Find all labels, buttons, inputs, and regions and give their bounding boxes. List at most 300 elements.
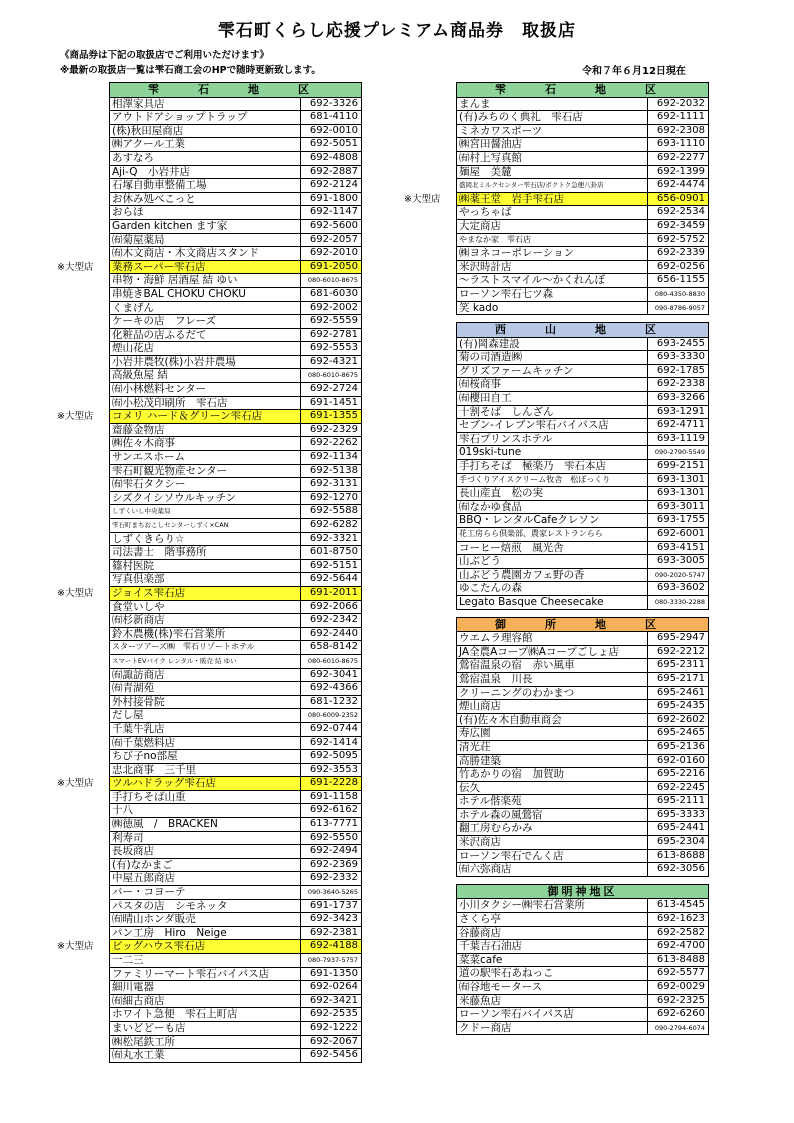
store-phone: 692-2245 <box>647 781 709 796</box>
store-row <box>110 424 362 438</box>
store-row <box>57 777 362 791</box>
store-phone: 090-2794-6074 <box>647 1021 709 1036</box>
store-row <box>457 913 709 927</box>
store-name: 一二三 <box>109 953 301 968</box>
store-phone: 692-2887 <box>300 165 362 180</box>
store-name: 菊の司酒造㈱ <box>456 350 648 365</box>
store-row <box>457 302 709 316</box>
store-phone: 692-2002 <box>300 301 362 316</box>
store-row <box>457 528 709 542</box>
store-phone: 692-2277 <box>647 151 709 166</box>
store-phone: 658-8142 <box>300 640 362 655</box>
store-name: ホテル森の風鶯宿 <box>456 808 648 823</box>
store-name: 忠北商事 三千里 <box>109 763 301 778</box>
store-name: グリズファームキッチン <box>456 364 648 379</box>
store-row <box>457 700 709 714</box>
store-name: 山ぶどう <box>456 554 648 569</box>
store-phone: 691-1158 <box>300 790 362 805</box>
store-row <box>110 492 362 506</box>
district-header: 雫 石 地 区 <box>456 82 709 98</box>
store-phone: 692-2212 <box>647 645 709 660</box>
large-store-tag: ※大型店 <box>57 411 94 423</box>
store-phone: 080-4350-8830 <box>647 287 709 302</box>
store-name: 019ski-tune <box>456 445 648 460</box>
store-phone: 692-4321 <box>300 355 362 370</box>
store-name: まいどどーも店 <box>109 1021 301 1036</box>
store-name: 石塚自動車整備工場 <box>109 178 301 193</box>
store-row <box>457 125 709 139</box>
store-phone: 692-2010 <box>300 246 362 261</box>
store-phone: 692-4474 <box>647 178 709 193</box>
store-name: 串物・海鮮 居酒屋 結 ゆい <box>109 273 301 288</box>
store-name: アウトドアショップトラップ <box>109 110 301 125</box>
store-row <box>110 288 362 302</box>
store-phone: 693-1301 <box>647 486 709 501</box>
store-name: ㈲小林燃料センター <box>109 382 301 397</box>
store-name: Garden kitchen ます家 <box>109 219 301 234</box>
store-row <box>457 659 709 673</box>
store-row <box>110 968 362 982</box>
store-name: ㈲諏訪商店 <box>109 668 301 683</box>
store-phone: 080-7937-5757 <box>300 953 362 968</box>
store-row <box>110 886 362 900</box>
store-row <box>110 302 362 316</box>
store-name: ㈲村上写真館 <box>456 151 648 166</box>
store-row <box>457 954 709 968</box>
store-phone: 692-2262 <box>300 436 362 451</box>
store-name: 食堂いしや <box>109 600 301 615</box>
store-row <box>457 446 709 460</box>
store-phone: 692-6162 <box>300 803 362 818</box>
store-phone: 695-2435 <box>647 699 709 714</box>
store-phone: 692-2066 <box>300 600 362 615</box>
store-row <box>457 741 709 755</box>
store-name: バー・コヨーテ <box>109 885 301 900</box>
store-row <box>110 329 362 343</box>
store-row <box>110 981 362 995</box>
store-phone: 691-1451 <box>300 396 362 411</box>
store-row <box>110 1036 362 1050</box>
store-name: 高級魚屋 結 <box>109 368 301 383</box>
store-name: 竹あかりの宿 加賀助 <box>456 767 648 782</box>
store-name: 鶯宿温泉 川長 <box>456 672 648 687</box>
store-row <box>457 981 709 995</box>
store-phone: 080-3330-2288 <box>647 595 709 610</box>
store-name: まんま <box>456 97 648 112</box>
store-name: 盛岡北ミルクセンター雫石店/ボクトク急便八卦店 <box>456 178 648 193</box>
store-row <box>110 614 362 628</box>
store-phone: 613-7771 <box>300 817 362 832</box>
store-name: 業務スーパー雫石店 <box>109 260 301 275</box>
store-row <box>110 274 362 288</box>
store-phone: 693-1291 <box>647 405 709 420</box>
store-name: シズクイシソウルキッチン <box>109 491 301 506</box>
store-name: 手打ちそば山重 <box>109 790 301 805</box>
district-header: 御明神地区 <box>456 884 709 900</box>
store-name: ㈲青湖苑 <box>109 681 301 696</box>
large-store-tag: ※大型店 <box>57 587 94 599</box>
store-name: 笑 kado <box>456 301 648 316</box>
store-phone: 692-4700 <box>647 939 709 954</box>
store-row <box>457 392 709 406</box>
store-phone: 692-2308 <box>647 124 709 139</box>
store-name: 米沢時計店 <box>456 260 648 275</box>
store-phone: 692-2535 <box>300 1007 362 1022</box>
district-header: 御 所 地 区 <box>456 617 709 633</box>
store-row <box>110 465 362 479</box>
store-row <box>457 406 709 420</box>
store-name: 細川電器 <box>109 980 301 995</box>
store-name: 手打ちそば 極楽乃 雫石本店 <box>456 459 648 474</box>
store-row <box>110 220 362 234</box>
store-name: 鶯宿温泉の宿 赤い風車 <box>456 658 648 673</box>
store-phone: 692-0744 <box>300 722 362 737</box>
store-row <box>110 369 362 383</box>
store-phone: 601-8750 <box>300 545 362 560</box>
store-phone: 090-2020-5747 <box>647 568 709 583</box>
store-row <box>457 768 709 782</box>
store-phone: 692-1147 <box>300 205 362 220</box>
store-phone: 693-2455 <box>647 337 709 352</box>
store-row <box>110 750 362 764</box>
store-phone: 692-2339 <box>647 246 709 261</box>
store-phone: 692-2338 <box>647 377 709 392</box>
store-row <box>110 138 362 152</box>
store-phone: 656-0901 <box>647 192 709 207</box>
store-name: 雫石プリンスホテル <box>456 432 648 447</box>
store-name: 雫石町まちおこしセンターしずく×CAN <box>109 518 301 533</box>
store-row <box>110 193 362 207</box>
store-name: パン工房 Hiro Neige <box>109 926 301 941</box>
store-row <box>110 764 362 778</box>
store-phone: 692-1785 <box>647 364 709 379</box>
store-phone: 692-1399 <box>647 165 709 180</box>
store-name: 花工房らら倶楽部、農家レストランらら <box>456 527 648 542</box>
store-row <box>110 342 362 356</box>
store-name: ウエムラ理容館 <box>456 631 648 646</box>
store-name: ㈲桜商事 <box>456 377 648 392</box>
store-name: ㈱宮田醤油店 <box>456 137 648 152</box>
store-row <box>457 338 709 352</box>
district-header: 西 山 地 区 <box>456 322 709 338</box>
store-phone: 693-3266 <box>647 391 709 406</box>
store-row <box>457 836 709 850</box>
store-name: 齋藤金物店 <box>109 423 301 438</box>
store-phone: 692-2057 <box>300 233 362 248</box>
store-row <box>110 1008 362 1022</box>
store-row <box>457 995 709 1009</box>
store-name: セブン-イレブン雫石バイパス店 <box>456 418 648 433</box>
store-row <box>457 632 709 646</box>
store-phone: 692-1222 <box>300 1021 362 1036</box>
store-row <box>110 900 362 914</box>
store-phone: 695-2461 <box>647 686 709 701</box>
store-phone: 692-5752 <box>647 233 709 248</box>
store-phone: 090-3640-5265 <box>300 885 362 900</box>
store-row <box>457 365 709 379</box>
store-phone: 692-1414 <box>300 736 362 751</box>
store-phone: 691-1737 <box>300 899 362 914</box>
store-phone: 681-1232 <box>300 695 362 710</box>
store-name: ㈲千葉燃料店 <box>109 736 301 751</box>
store-phone: 692-3041 <box>300 668 362 683</box>
store-phone: 693-3602 <box>647 581 709 596</box>
store-phone: 693-3005 <box>647 554 709 569</box>
store-phone: 692-2369 <box>300 858 362 873</box>
store-name: コメリ ハード＆グリーン雫石店 <box>109 409 301 424</box>
store-row <box>457 487 709 501</box>
store-phone: 691-2228 <box>300 776 362 791</box>
store-row <box>110 804 362 818</box>
store-phone: 695-2216 <box>647 767 709 782</box>
store-phone: 693-4151 <box>647 541 709 556</box>
store-row <box>110 152 362 166</box>
store-row <box>457 460 709 474</box>
store-phone: 692-4711 <box>647 418 709 433</box>
store-name: 谷藤商店 <box>456 926 648 941</box>
store-phone: 692-5644 <box>300 572 362 587</box>
store-row <box>457 582 709 596</box>
store-row <box>457 433 709 447</box>
store-row <box>457 927 709 941</box>
store-row <box>457 351 709 365</box>
store-phone: 692-5588 <box>300 504 362 519</box>
store-row <box>457 501 709 515</box>
store-name: ㈲晴山ホンダ販売 <box>109 912 301 927</box>
store-phone: 692-1111 <box>647 110 709 125</box>
store-name: コーヒー焙煎 風光舎 <box>456 541 648 556</box>
store-phone: 692-2342 <box>300 613 362 628</box>
store-name: ㈲杉新商店 <box>109 613 301 628</box>
store-name: ㈲なかゆ食品 <box>456 500 648 515</box>
store-name: 山ぶどう農園カフェ野の香 <box>456 568 648 583</box>
store-phone: 695-2304 <box>647 835 709 850</box>
store-name: ㈱アクール工業 <box>109 137 301 152</box>
store-name: ローソン雫石でんく店 <box>456 849 648 864</box>
large-store-tag: ※大型店 <box>404 193 441 205</box>
store-phone: 692-2332 <box>300 871 362 886</box>
store-row <box>110 601 362 615</box>
store-name: しずくいし中央薬局 <box>109 504 301 519</box>
store-name: しずくきらり☆ <box>109 532 301 547</box>
store-name: 外村接骨院 <box>109 695 301 710</box>
store-row <box>110 832 362 846</box>
store-phone: 613-8688 <box>647 849 709 864</box>
store-name: 篠村医院 <box>109 559 301 574</box>
store-name: 串焼きBAL CHOKU CHOKU <box>109 287 301 302</box>
store-name: 雫石町観光物産センター <box>109 464 301 479</box>
store-phone: 692-5051 <box>300 137 362 152</box>
store-row <box>457 755 709 769</box>
store-name: 道の駅雫石あねっこ <box>456 966 648 981</box>
store-phone: 080-6010-8675 <box>300 273 362 288</box>
store-row <box>110 913 362 927</box>
store-phone: 692-4188 <box>300 939 362 954</box>
store-name: ツルハドラッグ雫石店 <box>109 776 301 791</box>
store-row <box>110 859 362 873</box>
store-phone: 691-2011 <box>300 586 362 601</box>
store-name: 写真倶楽部 <box>109 572 301 587</box>
store-phone: 691-1350 <box>300 967 362 982</box>
store-row <box>457 863 709 877</box>
store-phone: 692-3421 <box>300 994 362 1009</box>
store-row <box>110 247 362 261</box>
store-phone: 692-5151 <box>300 559 362 574</box>
store-phone: 692-2440 <box>300 627 362 642</box>
store-name: 司法書士 階事務所 <box>109 545 301 560</box>
store-name: 長坂商店 <box>109 844 301 859</box>
store-row <box>457 514 709 528</box>
store-name: スターツアーズ㈱ 雫石リゾートホテル <box>109 640 301 655</box>
store-name: ㈲細古商店 <box>109 994 301 1009</box>
store-row <box>457 138 709 152</box>
store-name: ホワイト急便 雫石上町店 <box>109 1007 301 1022</box>
store-row <box>457 234 709 248</box>
store-name: ㈲菊屋薬局 <box>109 233 301 248</box>
store-row <box>110 356 362 370</box>
store-phone: 692-3459 <box>647 219 709 234</box>
store-name: ビッグハウス雫石店 <box>109 939 301 954</box>
store-phone: 692-2582 <box>647 926 709 941</box>
left-store-column <box>57 83 362 1063</box>
right-store-column <box>404 83 709 1035</box>
store-name: ホテル偕楽苑 <box>456 794 648 809</box>
store-name: 利寿司 <box>109 831 301 846</box>
store-phone: 681-6030 <box>300 287 362 302</box>
store-name: 大定商店 <box>456 219 648 234</box>
store-row <box>110 451 362 465</box>
page-title: 雫石町くらし応援プレミアム商品券 取扱店 <box>217 21 577 41</box>
store-name: 〜ラストスマイル〜かくれんぼ <box>456 273 648 288</box>
store-row <box>457 247 709 261</box>
store-phone: 692-5600 <box>300 219 362 234</box>
store-row <box>457 206 709 220</box>
store-row <box>110 111 362 125</box>
store-name: ㈱佐々木商事 <box>109 436 301 451</box>
store-phone: 692-5553 <box>300 341 362 356</box>
store-row <box>457 152 709 166</box>
store-phone: 090-2790-5549 <box>647 445 709 460</box>
store-name: ㈲櫻田自工 <box>456 391 648 406</box>
store-name: 煙山花店 <box>109 341 301 356</box>
store-name: サンエスホーム <box>109 450 301 465</box>
store-name: さくら亭 <box>456 912 648 927</box>
large-store-tag: ※大型店 <box>57 778 94 790</box>
store-phone: 692-5550 <box>300 831 362 846</box>
store-phone: 692-5138 <box>300 464 362 479</box>
store-name: クリーニングのわかまつ <box>456 686 648 701</box>
store-name: ㈲雫石タクシー <box>109 477 301 492</box>
store-phone: 695-3333 <box>647 808 709 823</box>
store-row <box>457 542 709 556</box>
store-row <box>457 98 709 112</box>
store-phone: 613-4545 <box>647 898 709 913</box>
store-row <box>110 125 362 139</box>
store-phone: 695-2111 <box>647 794 709 809</box>
store-phone: 692-3056 <box>647 862 709 877</box>
store-phone: 693-1301 <box>647 473 709 488</box>
store-row <box>110 845 362 859</box>
store-phone: 613-8488 <box>647 953 709 968</box>
store-phone: 691-2050 <box>300 260 362 275</box>
store-name: ジョイス雫石店 <box>109 586 301 601</box>
store-row <box>110 98 362 112</box>
store-name: 十八 <box>109 803 301 818</box>
store-phone: 692-5559 <box>300 314 362 329</box>
store-phone: 691-1800 <box>300 192 362 207</box>
store-row <box>110 954 362 968</box>
store-name: (株)秋田屋商店 <box>109 124 301 139</box>
store-row <box>110 641 362 655</box>
store-phone: 692-2724 <box>300 382 362 397</box>
as-of-date: 令和７年６月12日現在 <box>582 66 686 77</box>
store-phone: 692-1134 <box>300 450 362 465</box>
store-row <box>110 234 362 248</box>
store-row <box>110 573 362 587</box>
store-name: お休み処べこっと <box>109 192 301 207</box>
store-row <box>457 220 709 234</box>
store-name: 麺屋 美麓 <box>456 165 648 180</box>
large-store-tag: ※大型店 <box>57 941 94 953</box>
store-phone: 692-2534 <box>647 205 709 220</box>
store-row <box>110 682 362 696</box>
store-phone: 695-2441 <box>647 821 709 836</box>
store-phone: 692-3553 <box>300 763 362 778</box>
store-phone: 692-6282 <box>300 518 362 533</box>
store-phone: 695-2136 <box>647 740 709 755</box>
store-row <box>110 655 362 669</box>
store-row <box>457 673 709 687</box>
store-phone: 692-0029 <box>647 980 709 995</box>
store-phone: 695-2311 <box>647 658 709 673</box>
store-name: やまなか家 雫石店 <box>456 233 648 248</box>
store-row <box>110 723 362 737</box>
store-name: おらほ <box>109 205 301 220</box>
store-row <box>110 791 362 805</box>
store-row <box>110 669 362 683</box>
store-row <box>110 1022 362 1036</box>
store-name: ㈱松尾鉄工所 <box>109 1035 301 1050</box>
store-phone: 692-1623 <box>647 912 709 927</box>
store-row <box>457 714 709 728</box>
store-name: クドー商店 <box>456 1021 648 1036</box>
store-row <box>457 646 709 660</box>
store-row <box>457 687 709 701</box>
store-name: ㈲木文商店・木文商店スタンド <box>109 246 301 261</box>
store-row <box>110 696 362 710</box>
store-row <box>457 795 709 809</box>
store-row <box>457 474 709 488</box>
store-name: (有)なかまご <box>109 858 301 873</box>
store-row <box>457 727 709 741</box>
store-row <box>457 555 709 569</box>
store-row <box>457 899 709 913</box>
store-name: ローソン雫石バイパス店 <box>456 1007 648 1022</box>
store-phone: 090-8786-9057 <box>647 301 709 316</box>
store-row <box>110 872 362 886</box>
store-name: ㈲小松茂印刷所 雫石店 <box>109 396 301 411</box>
store-name: ㈱ヨネコーポレーション <box>456 246 648 261</box>
store-row <box>110 315 362 329</box>
store-phone: 692-6001 <box>647 527 709 542</box>
store-phone: 695-2947 <box>647 631 709 646</box>
store-phone: 692-2032 <box>647 97 709 112</box>
store-name: Legato Basque Cheesecake <box>456 595 648 610</box>
store-name: ㈲丸水工業 <box>109 1048 301 1063</box>
store-row <box>457 850 709 864</box>
store-name: ちび子no部屋 <box>109 749 301 764</box>
store-name: ㈱徳風 / BRACKEN <box>109 817 301 832</box>
